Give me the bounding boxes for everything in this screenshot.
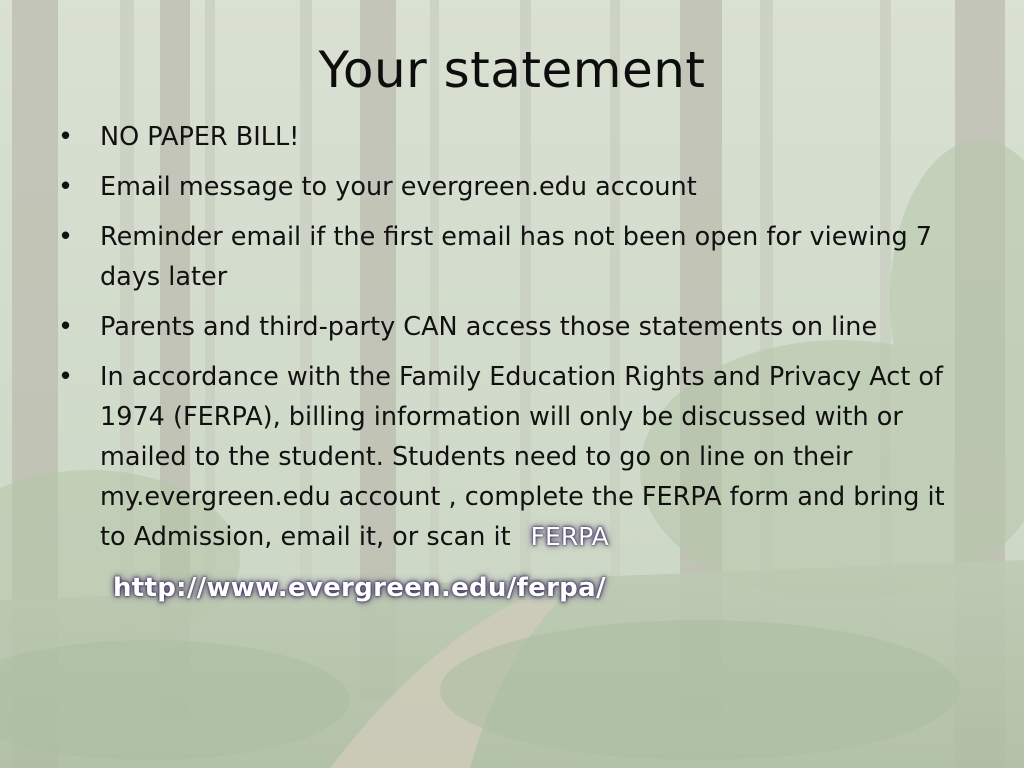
bullet-item: [58, 307, 958, 347]
ferpa-url-link[interactable]: http://www.evergreen.edu/ferpa/: [113, 573, 606, 603]
bullet-icon: •: [58, 362, 74, 392]
bullet-text: In accordance with the Family Education Rights and Privacy Act of 1974 (FERPA), billing information will only be discussed with or mailed to the student. Students need to go on line on their my.evergreen.edu account , complete the FERPA form and bring it to Admission, email it, or scan it: [100, 362, 945, 552]
ferpa-link[interactable]: FERPA: [530, 522, 609, 551]
bullet-item: [58, 217, 958, 297]
slide-title: Your statement: [318, 41, 706, 99]
bullet-icon: •: [58, 172, 74, 202]
bullet-text: Reminder email if the first email has not been open for viewing 7 days later: [100, 222, 932, 292]
bullet-item: [58, 117, 958, 157]
bullet-item: [58, 167, 958, 207]
bullet-text: NO PAPER BILL!: [100, 122, 300, 152]
bullet-list: [58, 117, 958, 567]
bullet-item: [58, 357, 958, 557]
bullet-icon: •: [58, 222, 74, 252]
bullet-icon: •: [58, 312, 74, 342]
bullet-icon: •: [58, 122, 74, 152]
bullet-text: Parents and third-party CAN access those statements on line: [100, 312, 878, 342]
bullet-text: Email message to your evergreen.edu account: [100, 172, 697, 202]
